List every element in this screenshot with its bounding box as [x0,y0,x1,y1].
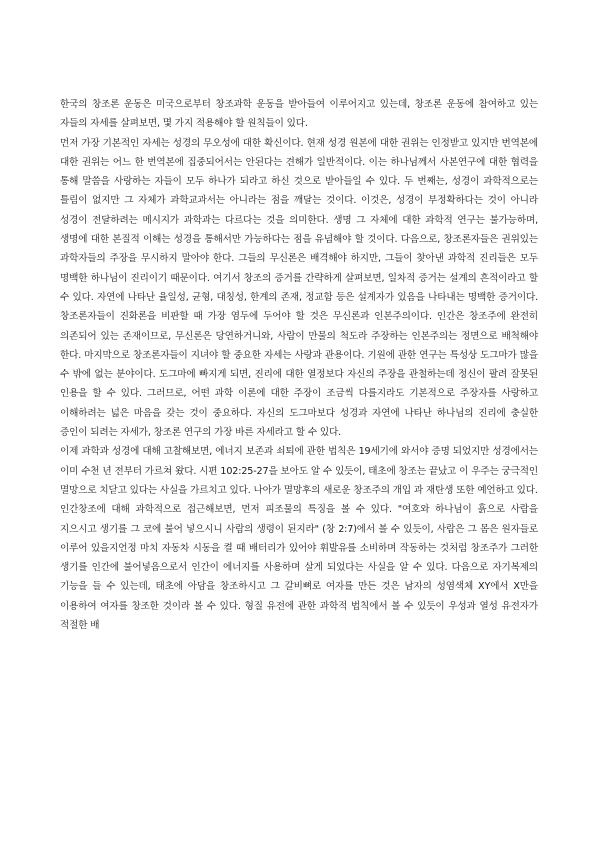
document-body [60,95,538,635]
paragraph-intro: 한국의 창조론 운동은 미국으로부터 창조과학 운동을 받아들여 이루어지고 있는데, 창조론 운동에 참여하고 있는 자들의 자세를 살펴보면, 몇 가지 적용해야 할 원칙들이 있다. [60,99,538,130]
paragraph-attitudes: 먼저 가장 기본적인 자세는 성경의 무오성에 대한 확신이다. 현재 성경 원본에 대한 권위는 인정받고 있지만 번역본에 대한 권위는 어느 한 번역본에 집중되어서는 안된다는 견해가 일반적이다. 이는 하나님께서 사본연구에 대한 협력을 통해 말씀을 사랑하는 자들이 모두 하나가 되라고 하신 것으로 받아들일 수 있다. 두 번째는, 성경이 과학적으로는 틀림이 없지만 그 자체가 과학교과서는 아니라는 점을 깨달는 것이다. 이것은, 성경이 부정확하다는 것이 아니라 성경이 전달하려는 메시지가 과학과는 다르다는 것을 의미한다. 생명 그 자체에 대한 과학적 연구는 불가능하며, 생명에 대한 본질적 이해는 성경을 통해서만 가능하다는 점을 유념해야 할 것이다. 다음으로, 창조론자들은 권위있는 과학자들의 주장을 무시하지 말아야 한다. 그들의 무신론은 배격해야 하지만, 그들이 찾아낸 과학적 진리들은 모두 명백한 하나님이 진리이기 때문이다. 여기서 창조의 증거를 간략하게 살펴보면, 일차적 증거는 설계의 흔적이라고 할 수 있다. 자연에 나타난 율일성, 균형, 대칭성, 한계의 존재, 정교함 등은 설계자가 있음을 나타내는 명백한 증거이다. 창조론자들이 진화론을 비판할 때 가장 염두에 두어야 할 것은 무신론과 인본주의이다. 인간은 창조주에 완전히 의존되어 있는 존재이므로, 무신론은 당연하거니와, 사람이 만물의 척도라 주장하는 인본주의는 정면으로 배척해야 한다. 마지막으로 창조론자들이 지녀야 할 중요한 자세는 사랑과 관용이다. 기원에 관한 연구는 특성상 도그마가 많을 수 밖에 없는 분야이다. 도그마에 빠지게 되면, 진리에 대한 열정보다 자신의 주장을 관철하는데 정신이 팔려 잘못된 인용을 할 수 있다. 그러므로, 어떤 과학 이론에 대한 주장이 조금씩 다를지라도 기본적으로 주장자를 사랑하고 이해하려는 넓은 마음을 갖는 것이 중요하다. 자신의 도그마보다 성경과 자연에 나타난 하나님의 진리에 충실한 증인이 되려는 자세가, 창조론 연구의 가장 바른 자세라고 할 수 있다. [60,137,538,439]
paragraph-human-creation: 인간창조에 대해 과학적으로 접근해보면, 먼저 피조물의 특징을 볼 수 있다. "여호와 하나님이 흙으로 사람을 지으시고 생기를 그 코에 불어 넣으시니 사람의 생령이 된지라" (창 2:7)에서 볼 수 있듯이, 사람은 그 몸은 원자들로 이루어 있을지언정 마치 자동차 시동을 켤 때 배터리가 있어야 휘발유를 소비하며 작동하는 것처럼 창조주가 그러한 생기를 인간에 불어넣음으로서 인간이 에너지를 사용하며 살게 되었다는 사실을 알 수 있다. 다음으로 자기복제의 기능을 들 수 있는데, 태초에 아담을 창조하시고 그 갈비뼈로 여자를 만든 것은 남자의 성염색체 XY에서 X만을 이용하여 여자를 창조한 것이라 볼 수 있다. 형질 유전에 관한 과학적 법칙에서 볼 수 있듯이 우성과 열성 유전자가 적절한 배 [60,504,538,632]
paragraph-science-and-bible: 이제 과학과 성경에 대해 고찰해보면, 에너지 보존과 쇠퇴에 관한 법칙은 19세기에 와서야 증명 되었지만 성경에서는 이미 수천 년 전부터 가르쳐 왔다. 시편 102:25-27을 보아도 알 수 있듯이, 태초에 창조는 끝났고 이 우주는 궁극적인 멸망으로 치닫고 있다는 사실을 가르치고 있다. 나아가 멸망후의 새로운 창조주의 개입 과 재탄생 또한 예언하고 있다. [60,446,538,496]
